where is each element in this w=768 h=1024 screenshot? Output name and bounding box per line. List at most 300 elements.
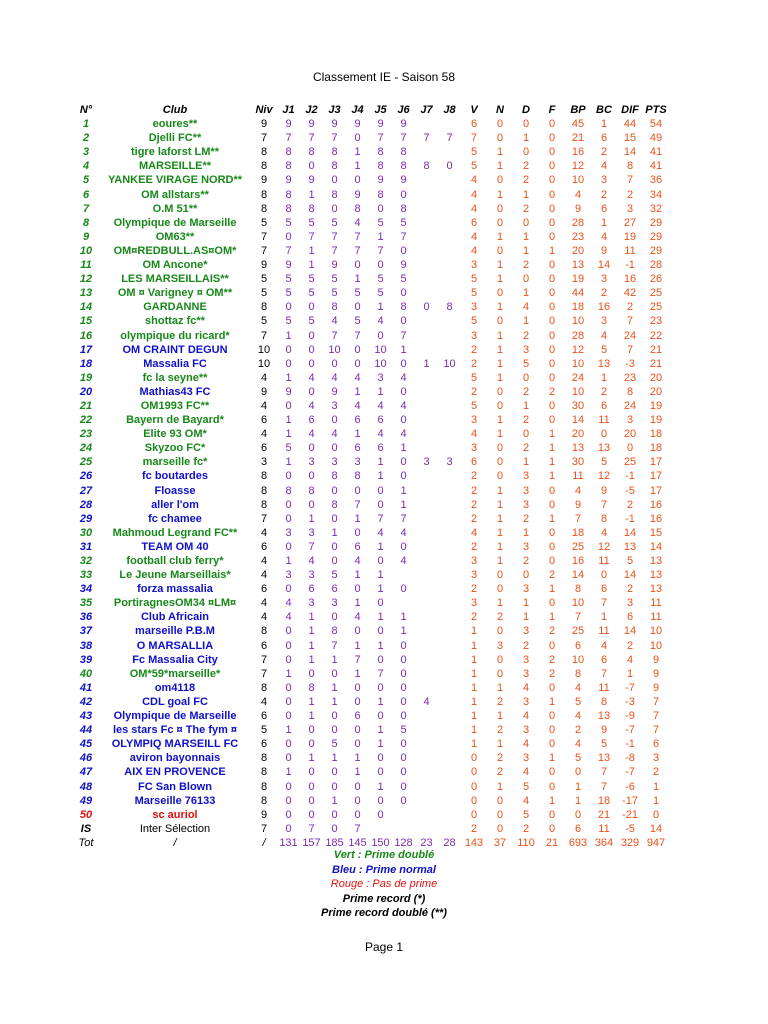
club-name: olympique du ricard* [120, 329, 230, 342]
journee-cell [438, 230, 461, 244]
stat-cell: 5 [470, 399, 478, 412]
level-cell: 9 [260, 385, 268, 398]
stat-cell: 10 [571, 385, 585, 398]
journee-cell [415, 272, 438, 286]
journee-cell: 6 [354, 442, 361, 455]
level-cell: 4 [260, 399, 268, 412]
rank-cell: 41 [79, 681, 93, 694]
journee-cell [415, 202, 438, 216]
stat-cell: 7 [652, 710, 660, 723]
stat-cell: 28 [649, 259, 663, 272]
journee-cell: 0 [354, 808, 361, 821]
journee-cell: 0 [400, 681, 407, 694]
journee-cell: 145 [348, 836, 367, 849]
table-body [73, 117, 669, 850]
stat-cell: 2 [626, 639, 634, 652]
stat-cell: -5 [625, 822, 635, 835]
journee-cell: 0 [285, 710, 292, 723]
journee-cell [438, 329, 461, 343]
journee-cell: 6 [331, 583, 338, 596]
journee-cell [438, 314, 461, 328]
stat-cell: 0 [548, 371, 556, 384]
level-cell: 6 [260, 639, 268, 652]
journee-cell: 0 [354, 583, 361, 596]
journee-cell [415, 188, 438, 202]
stat-cell: 1 [496, 160, 504, 173]
stat-cell: 1 [548, 470, 556, 483]
journee-cell: 0 [354, 625, 361, 638]
table-row [73, 498, 669, 512]
journee-cell: 1 [377, 301, 384, 314]
stat-cell: 1 [548, 456, 556, 469]
table-row [73, 794, 669, 808]
journee-cell: 7 [446, 132, 453, 145]
stat-cell: 12 [597, 540, 611, 553]
journee-cell: 5 [400, 724, 407, 737]
journee-cell: 4 [331, 428, 338, 441]
journee-cell: 9 [331, 385, 338, 398]
club-name: aller l'om [151, 498, 199, 511]
table-row [73, 258, 669, 272]
stat-cell: 17 [649, 484, 663, 497]
stat-cell: 0 [548, 710, 556, 723]
stat-cell: 14 [571, 569, 585, 582]
stat-cell: 1 [548, 695, 556, 708]
rank-cell: 3 [82, 146, 90, 159]
stat-cell: 1 [652, 794, 660, 807]
journee-cell: 8 [400, 160, 407, 173]
stat-cell: 2 [470, 512, 478, 525]
journee-cell [415, 258, 438, 272]
journee-cell [438, 371, 461, 385]
journee-cell: 9 [377, 118, 384, 131]
journee-cell: 9 [400, 259, 407, 272]
journee-cell: 0 [354, 794, 361, 807]
legend-blue: Bleu : Prime normal [332, 863, 436, 876]
stat-cell: 18 [649, 428, 663, 441]
journee-cell: 1 [400, 498, 407, 511]
rank-cell: 50 [79, 808, 93, 821]
level-cell: 8 [260, 160, 268, 173]
table-row [73, 653, 669, 667]
journee-cell [438, 667, 461, 681]
journee-cell: 0 [400, 583, 407, 596]
journee-cell: 1 [377, 738, 384, 751]
club-name: forza massalia [137, 583, 213, 596]
journee-cell: 0 [354, 174, 361, 187]
journee-cell: 0 [400, 738, 407, 751]
journee-cell: 4 [308, 371, 315, 384]
stat-cell: 16 [597, 301, 611, 314]
stat-cell: 0 [548, 399, 556, 412]
stat-cell: 37 [493, 836, 507, 849]
stat-cell: 1 [652, 780, 660, 793]
journee-cell: 0 [354, 259, 361, 272]
stat-cell: 0 [548, 188, 556, 201]
stat-cell: 0 [496, 385, 504, 398]
journee-cell: 0 [331, 724, 338, 737]
journee-cell: 8 [285, 202, 292, 215]
rank-cell: 16 [79, 329, 93, 342]
journee-cell: 1 [377, 611, 384, 624]
journee-cell: 1 [308, 695, 315, 708]
stat-cell: 947 [646, 836, 666, 849]
rank-cell: 6 [82, 188, 90, 201]
stat-cell: 0 [496, 808, 504, 821]
rank-cell: 1 [82, 118, 90, 131]
journee-cell: 0 [285, 794, 292, 807]
journee-cell: 5 [308, 216, 315, 229]
club-name: sc auriol [152, 808, 198, 821]
journee-cell: 1 [308, 752, 315, 765]
rank-cell: 2 [82, 132, 90, 145]
rank-cell: 9 [82, 230, 90, 243]
stat-cell: 0 [496, 442, 504, 455]
journee-cell: 10 [374, 357, 387, 370]
journee-cell: 1 [377, 780, 384, 793]
stat-cell: 3 [522, 484, 530, 497]
rank-cell: 25 [79, 456, 93, 469]
stat-cell: 2 [470, 583, 478, 596]
legend-record-double: Prime record doublé (**) [321, 907, 447, 919]
journee-cell: 1 [354, 385, 361, 398]
table-row [73, 695, 669, 709]
stat-cell: 1 [522, 315, 530, 328]
journee-cell: 0 [308, 301, 315, 314]
journee-cell [438, 737, 461, 751]
stat-cell: 0 [470, 808, 478, 821]
stat-cell: 3 [522, 653, 530, 666]
journee-cell: 4 [400, 526, 407, 539]
stat-cell: 0 [574, 766, 582, 779]
level-cell: 6 [260, 710, 268, 723]
level-cell: 4 [260, 597, 268, 610]
rank-cell: 14 [79, 301, 93, 314]
column-header: J8 [443, 104, 456, 116]
journee-cell [438, 413, 461, 427]
stat-cell: -3 [625, 695, 635, 708]
stat-cell: 0 [548, 484, 556, 497]
stat-cell: 2 [522, 385, 530, 398]
journee-cell [438, 441, 461, 455]
journee-cell [438, 822, 461, 836]
stat-cell: 1 [522, 611, 530, 624]
journee-cell: 150 [371, 836, 390, 849]
stat-cell: 18 [597, 794, 611, 807]
level-cell: / [262, 836, 266, 849]
journee-cell: 0 [308, 357, 315, 370]
stat-cell: -21 [622, 808, 638, 821]
stat-cell: 1 [548, 512, 556, 525]
journee-cell: 0 [400, 752, 407, 765]
journee-cell: 9 [354, 118, 361, 131]
stat-cell: 4 [522, 738, 530, 751]
journee-cell: 1 [308, 653, 315, 666]
journee-cell: 5 [308, 287, 315, 300]
journee-cell [415, 329, 438, 343]
stat-cell: 0 [548, 146, 556, 159]
level-cell: 5 [260, 216, 268, 229]
stat-cell: 1 [522, 597, 530, 610]
table-row [73, 526, 669, 540]
journee-cell: 128 [394, 836, 413, 849]
stat-cell: 5 [470, 315, 478, 328]
journee-cell: 28 [443, 836, 456, 849]
stat-cell: 34 [649, 188, 663, 201]
journee-cell: 1 [377, 583, 384, 596]
journee-cell: 0 [377, 484, 384, 497]
journee-cell: 0 [354, 343, 361, 356]
stat-cell: 54 [649, 118, 663, 131]
journee-cell: 0 [285, 230, 292, 243]
level-cell: 4 [260, 555, 268, 567]
journee-cell [438, 188, 461, 202]
journee-cell [415, 385, 438, 399]
club-name: football club ferry* [126, 555, 224, 567]
journee-cell: 0 [400, 766, 407, 779]
stat-cell: 6 [600, 653, 608, 666]
stat-cell: 4 [522, 301, 530, 314]
journee-cell: 0 [331, 555, 338, 567]
rank-cell: 32 [79, 555, 93, 567]
level-cell: 4 [260, 428, 268, 441]
journee-cell [438, 582, 461, 596]
stat-cell: 4 [470, 244, 478, 257]
journee-cell: 4 [331, 371, 338, 384]
journee-cell: 8 [331, 498, 338, 511]
table-row [73, 286, 669, 300]
rank-cell: 30 [79, 526, 93, 539]
stat-cell: 0 [522, 216, 530, 229]
stat-cell: 2 [522, 160, 530, 173]
table-row [73, 751, 669, 765]
club-name: O MARSALLIA [136, 639, 214, 652]
stat-cell: -5 [625, 484, 635, 497]
stat-cell: 4 [522, 681, 530, 694]
level-cell: 9 [260, 259, 268, 272]
stat-cell: 5 [600, 738, 608, 751]
stat-cell: 7 [626, 315, 634, 328]
journee-cell: 9 [377, 174, 384, 187]
level-cell: 8 [260, 202, 268, 215]
journee-cell: 9 [331, 259, 338, 272]
stat-cell: 2 [522, 555, 530, 567]
journee-cell: 6 [354, 540, 361, 553]
stat-cell: 1 [548, 583, 556, 596]
journee-cell: 0 [377, 498, 384, 511]
journee-cell: 4 [377, 399, 384, 412]
journee-cell: 8 [308, 681, 315, 694]
journee-cell: 3 [285, 569, 292, 582]
stat-cell: 44 [571, 287, 585, 300]
level-cell: 7 [260, 822, 268, 835]
journee-cell: 8 [423, 160, 430, 173]
stat-cell: 9 [574, 202, 582, 215]
stat-cell: 1 [496, 343, 504, 356]
club-name: PortiragnesOM34 ¤LM¤ [113, 597, 237, 610]
stat-cell: 9 [652, 681, 660, 694]
stat-cell: 0 [548, 597, 556, 610]
stat-cell: 0 [548, 808, 556, 821]
rank-cell: 44 [79, 724, 93, 737]
rank-cell: 39 [79, 653, 93, 666]
stat-cell: 23 [623, 371, 637, 384]
stat-cell: 6 [600, 583, 608, 596]
journee-cell: 1 [354, 752, 361, 765]
journee-cell [415, 512, 438, 526]
stat-cell: 5 [470, 371, 478, 384]
stat-cell: 6 [470, 118, 478, 131]
stat-cell: 41 [649, 160, 663, 173]
rank-cell: 40 [79, 667, 93, 680]
rank-cell: 22 [79, 414, 93, 427]
stat-cell: 49 [649, 132, 663, 145]
level-cell: 10 [257, 357, 271, 370]
stat-cell: 1 [600, 371, 608, 384]
stat-cell: 2 [496, 611, 504, 624]
journee-cell: 0 [285, 639, 292, 652]
table-row [73, 737, 669, 751]
journee-cell: 1 [400, 625, 407, 638]
stat-cell: 5 [574, 752, 582, 765]
table-row [73, 371, 669, 385]
journee-cell [415, 751, 438, 765]
journee-cell: 1 [354, 273, 361, 286]
stat-cell: -9 [625, 710, 635, 723]
stat-cell: 0 [548, 174, 556, 187]
stat-cell: 28 [571, 329, 585, 342]
table-row [73, 610, 669, 624]
journee-cell: 8 [331, 160, 338, 173]
journee-cell: 4 [354, 399, 361, 412]
stat-cell: 2 [548, 385, 556, 398]
rank-cell: 38 [79, 639, 93, 652]
stat-cell: 7 [626, 343, 634, 356]
stat-cell: 0 [496, 794, 504, 807]
column-header: J6 [397, 104, 410, 116]
stat-cell: 8 [600, 512, 608, 525]
stat-cell: 41 [649, 146, 663, 159]
stat-cell: 0 [548, 681, 556, 694]
stat-cell: 21 [649, 357, 663, 370]
journee-cell: 9 [285, 259, 292, 272]
journee-cell [438, 512, 461, 526]
stat-cell: 5 [470, 287, 478, 300]
stat-cell: -6 [625, 780, 635, 793]
journee-cell: 7 [331, 329, 338, 342]
club-name: / [173, 836, 177, 849]
rank-cell: 26 [79, 470, 93, 483]
journee-cell: 7 [308, 230, 315, 243]
stat-cell: 4 [600, 526, 608, 539]
column-header: DIF [621, 104, 639, 116]
journee-cell: 9 [354, 188, 361, 201]
journee-cell: 0 [377, 202, 384, 215]
stat-cell: 23 [649, 315, 663, 328]
club-name: MARSEILLE** [138, 160, 212, 173]
journee-cell: 0 [400, 287, 407, 300]
journee-cell: 0 [354, 526, 361, 539]
stat-cell: 4 [574, 681, 582, 694]
stat-cell: 2 [600, 146, 608, 159]
journee-cell: 1 [354, 766, 361, 779]
stat-cell: 2 [470, 498, 478, 511]
journee-cell: 0 [285, 583, 292, 596]
journee-cell: 8 [285, 160, 292, 173]
stat-cell: 16 [649, 512, 663, 525]
stat-cell: -8 [625, 752, 635, 765]
level-cell: 8 [260, 146, 268, 159]
table-row [73, 808, 669, 822]
club-name: Olympique de Marseille [113, 216, 237, 229]
stat-cell: 2 [522, 414, 530, 427]
stat-cell: 17 [649, 456, 663, 469]
journee-cell [438, 469, 461, 483]
journee-cell [415, 484, 438, 498]
column-header: N° [79, 104, 93, 116]
rank-cell: 33 [79, 569, 93, 582]
stat-cell: 4 [574, 710, 582, 723]
club-name: FC San Blown [138, 780, 212, 793]
stat-cell: 0 [496, 174, 504, 187]
table-row [73, 173, 669, 187]
stat-cell: 1 [522, 287, 530, 300]
rank-cell: 36 [79, 611, 93, 624]
legend-record: Prime record (*) [342, 892, 426, 905]
stat-cell: 25 [649, 287, 663, 300]
stat-cell: 21 [597, 808, 611, 821]
journee-cell: 7 [354, 653, 361, 666]
stat-cell: 11 [598, 681, 610, 694]
level-cell: 8 [260, 484, 268, 497]
journee-cell: 0 [400, 710, 407, 723]
journee-cell: 8 [308, 484, 315, 497]
club-name: OM¤REDBULL.AS¤OM* [113, 244, 237, 257]
rank-cell: 11 [80, 259, 92, 272]
legend [0, 848, 768, 921]
stat-cell: 2 [548, 653, 556, 666]
journee-cell: 8 [377, 146, 384, 159]
stat-cell: 11 [598, 625, 610, 638]
journee-cell [415, 117, 438, 131]
stat-cell: 6 [470, 456, 478, 469]
journee-cell: 1 [285, 555, 292, 567]
journee-cell: 3 [308, 526, 315, 539]
stat-cell: 7 [600, 498, 608, 511]
journee-cell: 7 [400, 230, 407, 243]
stat-cell: 0 [574, 808, 582, 821]
level-cell: 8 [260, 752, 268, 765]
stat-cell: 0 [496, 244, 504, 257]
stat-cell: 0 [522, 428, 530, 441]
table-row [73, 131, 669, 145]
stat-cell: 3 [626, 597, 634, 610]
club-name: marseille fc* [142, 456, 208, 469]
journee-cell [438, 258, 461, 272]
stat-cell: 7 [574, 611, 582, 624]
journee-cell: 1 [285, 428, 292, 441]
stat-cell: 11 [598, 414, 610, 427]
journee-cell: 10 [374, 343, 387, 356]
stat-cell: 13 [649, 555, 663, 567]
journee-cell: 23 [420, 836, 433, 849]
journee-cell: 6 [308, 414, 315, 427]
stat-cell: 1 [496, 498, 504, 511]
journee-cell: 0 [285, 625, 292, 638]
stat-cell: -1 [625, 259, 635, 272]
club-name: YANKEE VIRAGE NORD** [107, 174, 243, 187]
stat-cell: 29 [649, 216, 663, 229]
